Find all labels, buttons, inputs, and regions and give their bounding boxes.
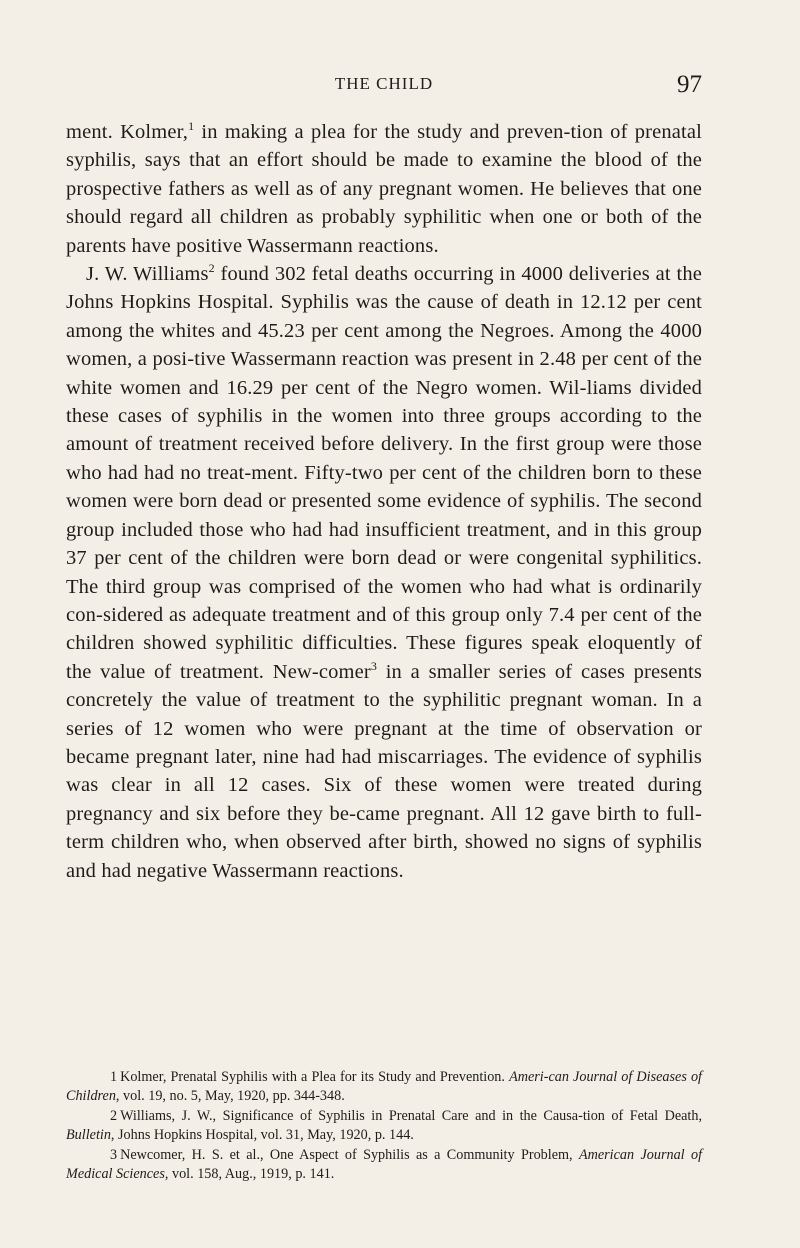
paragraph-2: [66, 260, 702, 885]
page-header: [66, 71, 702, 108]
footnote-3: [66, 1146, 702, 1185]
footnote-number: 2: [110, 1107, 118, 1124]
running-title: THE CHILD: [334, 74, 434, 93]
footnote-ref-2: 2: [208, 261, 215, 276]
text-run: in a smaller series of cases presents concretely the value of treatment to the syphilitic pregnant woman. In a series of 12 women who were pregnant at the time of observation or became pregnant later, nine had had miscarriages. The evidence of syphilis was clear in all 12 cases. Six of these women were treated during pregnancy and six before they be-came pregnant. All 12 gave birth to full-term children who, when observed after birth, showed no signs of syphilis and had negative Wassermann reactions.: [66, 660, 703, 882]
body-text: [66, 118, 702, 885]
footnote-journal: Ameri-can Journal of Diseases of Children: [66, 1069, 703, 1105]
page-number: 97: [677, 71, 702, 98]
footnote-number: 3: [110, 1146, 118, 1163]
footnote-text: , vol. 19, no. 5, May, 1920, pp. 344-348.: [115, 1088, 345, 1105]
footnote-number: 1: [110, 1069, 118, 1085]
footnote-ref-3: 3: [370, 658, 378, 673]
text-run: found 302 fetal deaths occurring in 4000 deliveries at the Johns Hopkins Hospital. Syphilis was the cause of death in 12.12 per cent among the whites and 45.23 per cent among the Negroes. Among the 4000 women, a posi-tive Wassermann reaction was present in 2.48 per cent of the white women and 16.29 per cent of the Negro women. Wil-liams divided these cases of syphilis in the women into three groups according to the amount of treatment received before delivery. In the first group were those who had had no treat-ment. Fifty-two per cent of the children born to these women were born dead or presented some evidence of syphilis. The second group included those who had had insufficient treatment, and in this group 37 per cent of the children were born dead or were congenital syphilitics. The third group was comprised of the women who had what is ordinarily con-sidered as adequate treatment and of this group only 7.4 per cent of the children showed syphilitic difficulties. These figures speak eloquently of the value of treatment. New-comer: [66, 263, 702, 683]
text-run: in making a plea for the study and preven-tion of prenatal syphilis, says that an effort should be made to examine the blood of the prospective fathers as well as of any pregnant women. He believes that one should regard all children as probably syphilitic when one or both of the parents have positive Wassermann reactions.: [66, 121, 702, 257]
footnote-text: , vol. 158, Aug., 1919, p. 141.: [164, 1166, 335, 1183]
text-run: J. W. Williams: [86, 263, 209, 286]
text-run: ment. Kolmer,: [66, 121, 189, 143]
footnote-ref-1: 1: [188, 119, 195, 134]
footnote-1: [66, 1068, 702, 1107]
footnote-text: , Johns Hopkins Hospital, vol. 31, May, 1920, p. 144.: [110, 1127, 414, 1144]
footnote-text: Kolmer, Prenatal Syphilis with a Plea for its Study and Prevention.: [120, 1069, 510, 1085]
footnote-2: [66, 1107, 702, 1146]
paragraph-1: [66, 118, 702, 260]
footnote-text: Newcomer, H. S. et al., One Aspect of Syphilis as a Community Problem,: [120, 1146, 579, 1163]
footnote-journal: American Journal of Medical Sciences: [66, 1146, 703, 1183]
footnote-journal: Bulletin: [66, 1127, 111, 1144]
footnote-text: Williams, J. W., Significance of Syphilis in Prenatal Care and in the Causa-tion of Fetal Death,: [120, 1107, 702, 1124]
footnotes: [66, 1068, 702, 1184]
